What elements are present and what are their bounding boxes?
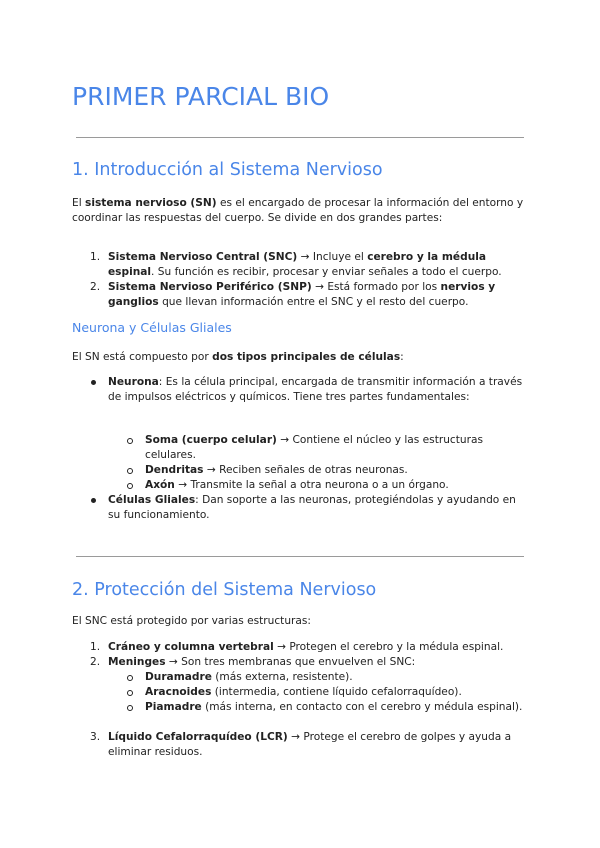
list-marker: 2.: [90, 281, 101, 293]
subsection-heading: Neurona y Células Gliales: [72, 320, 232, 335]
sub-bullet: [127, 690, 133, 696]
section-1-intro: El sistema nervioso (SN) es el encargado de procesar la información del entorno y coordinar las respuestas del cuerpo. Se divide en dos grandes partes:: [72, 197, 524, 224]
sub-bullet: [127, 438, 133, 444]
list-item-piamadre: Piamadre (más interna, en contacto con el cerebro y médula espinal).: [145, 701, 523, 713]
document-title: PRIMER PARCIAL BIO: [72, 82, 330, 111]
list-item-dendritas: Dendritas → Reciben señales de otras neuronas.: [145, 464, 408, 476]
list-marker: 1.: [90, 251, 101, 263]
bullet: [91, 498, 96, 503]
section-2-heading: 2. Protección del Sistema Nervioso: [72, 580, 377, 600]
list-item-lcr: Líquido Cefalorraquídeo (LCR) → Protege el cerebro de golpes y ayuda a eliminar residuos.: [108, 731, 512, 758]
list-item-meninges: Meninges → Son tres membranas que envuelven el SNC:: [108, 656, 416, 668]
list-item-aracnoides: Aracnoides (intermedia, contiene líquido cefalorraquídeo).: [145, 686, 462, 698]
list-item-neurona: Neurona: Es la célula principal, encargada de transmitir información a través de impulsos eléctricos y químicos. Tiene tres partes fundamentales:: [108, 376, 523, 403]
bullet: [91, 380, 96, 385]
list-marker: 2.: [90, 656, 101, 668]
list-item-soma: Soma (cuerpo celular) → Contiene el núcleo y las estructuras celulares.: [145, 434, 483, 461]
list-item-snc: Sistema Nervioso Central (SNC) → Incluye el cerebro y la médula espinal. Su función es recibir, procesar y enviar señales a todo el cuerpo.: [108, 251, 502, 278]
sub-bullet: [127, 483, 133, 489]
list-item-craneo: Cráneo y columna vertebral → Protegen el cerebro y la médula espinal.: [108, 641, 504, 653]
divider: [76, 556, 524, 557]
section-1-heading: 1. Introducción al Sistema Nervioso: [72, 160, 383, 180]
divider: [76, 137, 524, 138]
sub-bullet: [127, 675, 133, 681]
list-item-duramadre: Duramadre (más externa, resistente).: [145, 671, 353, 683]
list-item-axon: Axón → Transmite la señal a otra neurona o a un órgano.: [145, 479, 449, 491]
list-marker: 3.: [90, 731, 101, 743]
subsection-intro: El SN está compuesto por dos tipos principales de células:: [72, 351, 404, 363]
sub-bullet: [127, 705, 133, 711]
list-item-snp: Sistema Nervioso Periférico (SNP) → Está formado por los nervios y ganglios que llevan información entre el SNC y el resto del cuerpo.: [108, 281, 496, 308]
list-marker: 1.: [90, 641, 101, 653]
sub-bullet: [127, 468, 133, 474]
section-2-intro: El SNC está protegido por varias estructuras:: [72, 615, 311, 627]
list-item-glia: Células Gliales: Dan soporte a las neuronas, protegiéndolas y ayudando en su funcionamiento.: [108, 494, 516, 521]
